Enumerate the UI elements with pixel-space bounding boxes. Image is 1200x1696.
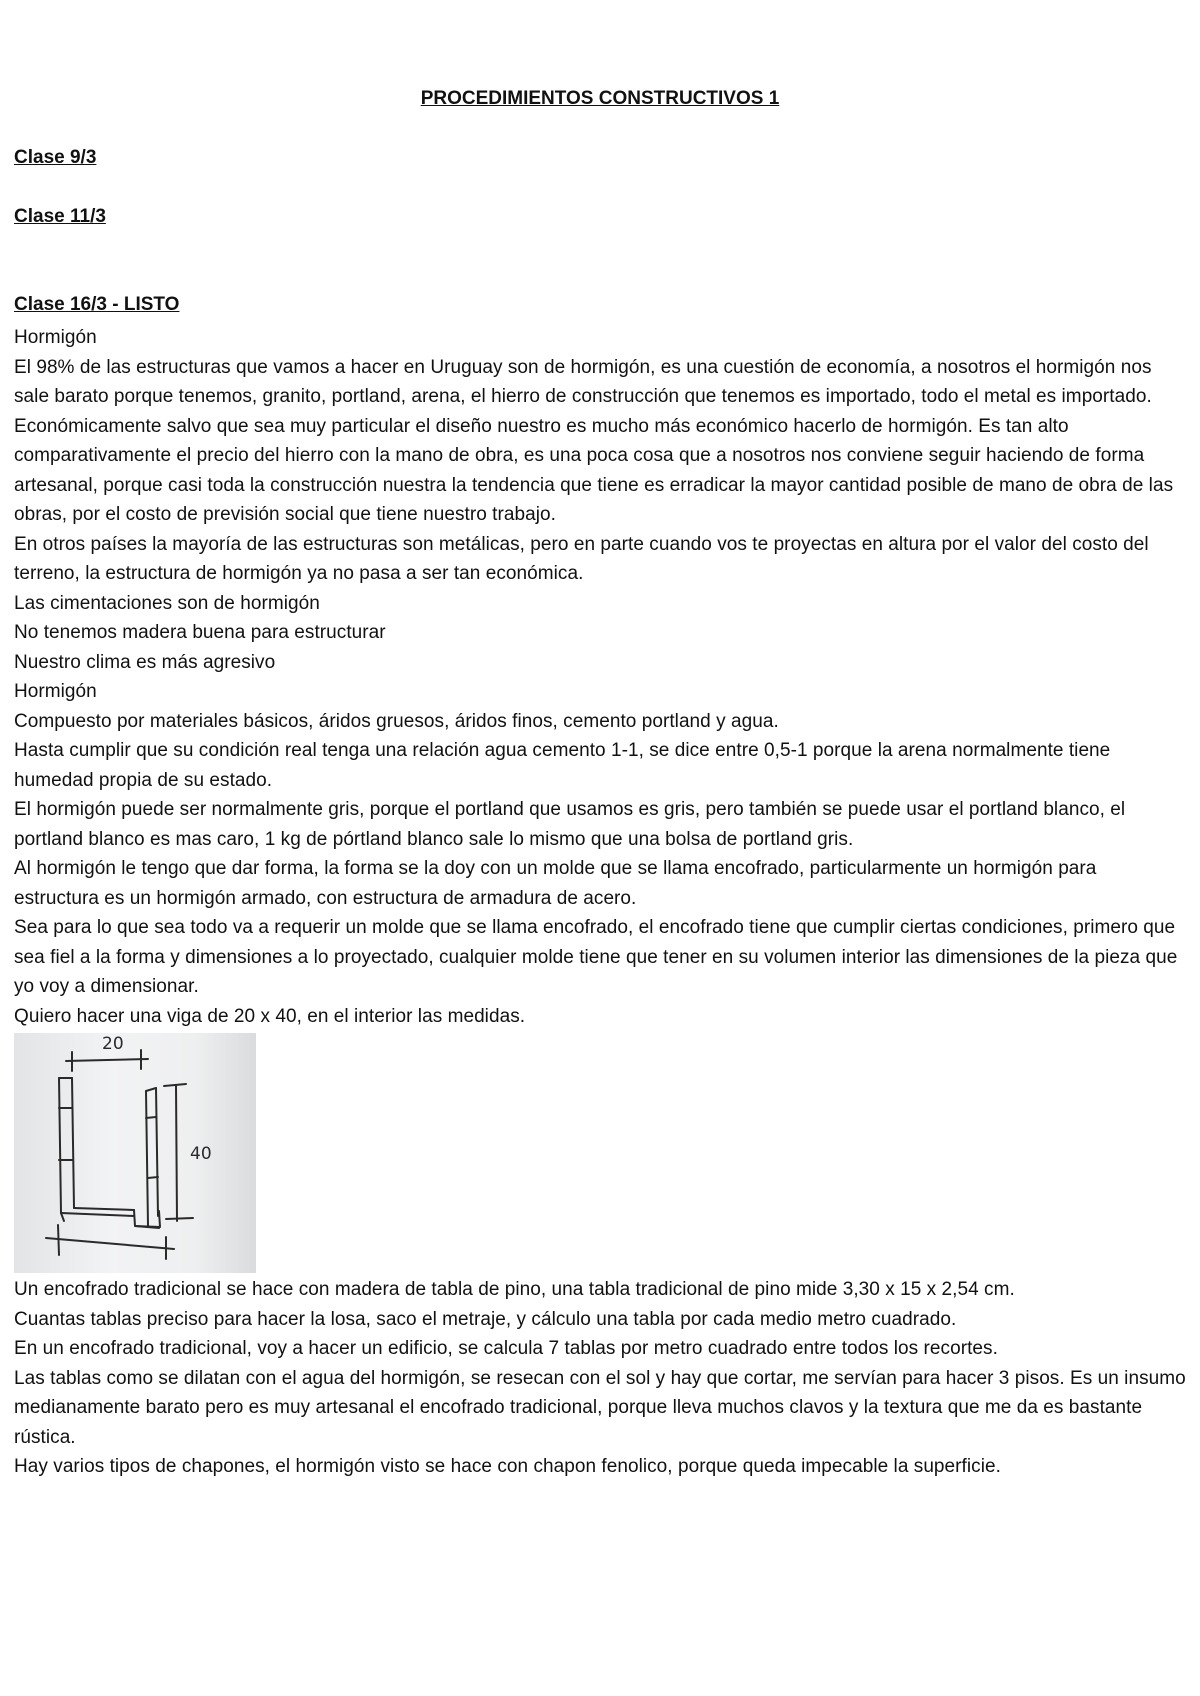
notes-body: [14, 323, 1186, 1482]
right-wall-outer: [146, 1091, 148, 1226]
class-heading-9-3: Clase 9/3: [14, 147, 97, 168]
document-title: PROCEDIMIENTOS CONSTRUCTIVOS 1: [420, 88, 780, 109]
class-heading-11-3: Clase 11/3: [14, 206, 106, 227]
paragraph: Nuestro clima es más agresivo: [14, 651, 276, 673]
paragraph: Sea para lo que sea todo va a requerir un molde que se llama encofrado, el encofrado tiene que cumplir ciertas condiciones, primero que sea fiel a la forma y dimensiones a lo proyectado, cualquier molde tiene que tener en su volumen interior las dimensiones de la pieza que yo voy a dimensionar.: [14, 917, 1178, 997]
paragraph: Hay varios tipos de chapones, el hormigón visto se hace con chapon fenolico, porque queda impecable la superficie.: [14, 1456, 1001, 1477]
bottom-dimension-line: [46, 1238, 174, 1249]
paragraph: Al hormigón le tengo que dar forma, la forma se la doy con un molde que se llama encofrado, particularmente un hormigón para estructura es un hormigón armado, con estructura de armadura de acero.: [14, 858, 1097, 909]
paragraph: En otros países la mayoría de las estructuras son metálicas, pero en parte cuando vos te proyectas en altura por el valor del costo del terreno, la estructura de hormigón ya no pasa a ser tan económica.: [14, 533, 1149, 584]
paragraph: Hasta cumplir que su condición real tenga una relación agua cemento 1-1, se dice entre 0,5-1 porque la arena normalmente tiene humedad propia de su estado.: [14, 740, 1111, 791]
formwork-sketch-image: [14, 1033, 256, 1273]
paragraph: Cuantas tablas preciso para hacer la losa, saco el metraje, y cálculo una tabla por cada medio metro cuadrado.: [14, 1308, 957, 1330]
width-dimension-line: [66, 1059, 148, 1061]
paragraph: Las cimentaciones son de hormigón: [14, 592, 320, 614]
sketch-label-width: 20: [102, 1034, 124, 1054]
paragraph: En un encofrado tradicional, voy a hacer un edificio, se calcula 7 tablas por metro cuadrado entre todos los recortes.: [14, 1338, 998, 1359]
paragraph: Las tablas como se dilatan con el agua del hormigón, se resecan con el sol y hay que cortar, me servían para hacer 3 pisos. Es un insumo medianamente barato pero es muy artesanal el encofrado tradicional, porque lleva muchos clavos y la textura que me da es bastante rústica.: [14, 1367, 1186, 1448]
paragraph: Hormigón: [14, 327, 97, 348]
paragraph: Compuesto por materiales básicos, áridos gruesos, áridos finos, cemento portland y agua.: [14, 710, 779, 732]
left-wall-outer: [59, 1078, 61, 1213]
bottom-outer: [61, 1213, 134, 1216]
paragraph: El hormigón puede ser normalmente gris, porque el portland que usamos es gris, pero también se puede usar el portland blanco, el portland blanco es mas caro, 1 kg de pórtland blanco sale lo mismo que una bolsa de portland gris.: [14, 799, 1126, 850]
left-wall-inner: [72, 1078, 74, 1208]
height-dimension-line: [176, 1085, 177, 1221]
formwork-sketch-drawing: [14, 1033, 256, 1273]
sketch-label-height: 40: [190, 1144, 212, 1164]
class-heading-16-3: Clase 16/3 - LISTO: [14, 294, 180, 315]
paragraph: Quiero hacer una viga de 20 x 40, en el interior las medidas.: [14, 1005, 526, 1027]
right-wall-inner: [156, 1088, 158, 1216]
paragraph: Hormigón: [14, 681, 97, 702]
paragraph: Económicamente salvo que sea muy particular el diseño nuestro es mucho más económico hacerlo de hormigón. Es tan alto comparativamente el precio del hierro con la mano de obra, es una poca cosa que a nosotros nos conviene seguir haciendo de forma artesanal, porque casi toda la construcción nuestra la tendencia que tiene es erradicar la mayor cantidad posible de mano de obra de las obras, por el costo de previsión social que tiene nuestro trabajo.: [14, 415, 1174, 525]
paragraph: No tenemos madera buena para estructurar: [14, 622, 386, 643]
paragraph: El 98% de las estructuras que vamos a hacer en Uruguay son de hormigón, es una cuestión de economía, a nosotros el hormigón nos sale barato porque tenemos, granito, portland, arena, el hierro de construcción que tenemos es importado, todo el metal es importado.: [14, 356, 1152, 407]
paragraph: Un encofrado tradicional se hace con madera de tabla de pino, una tabla tradicional de pino mide 3,30 x 15 x 2,54 cm.: [14, 1279, 1015, 1300]
